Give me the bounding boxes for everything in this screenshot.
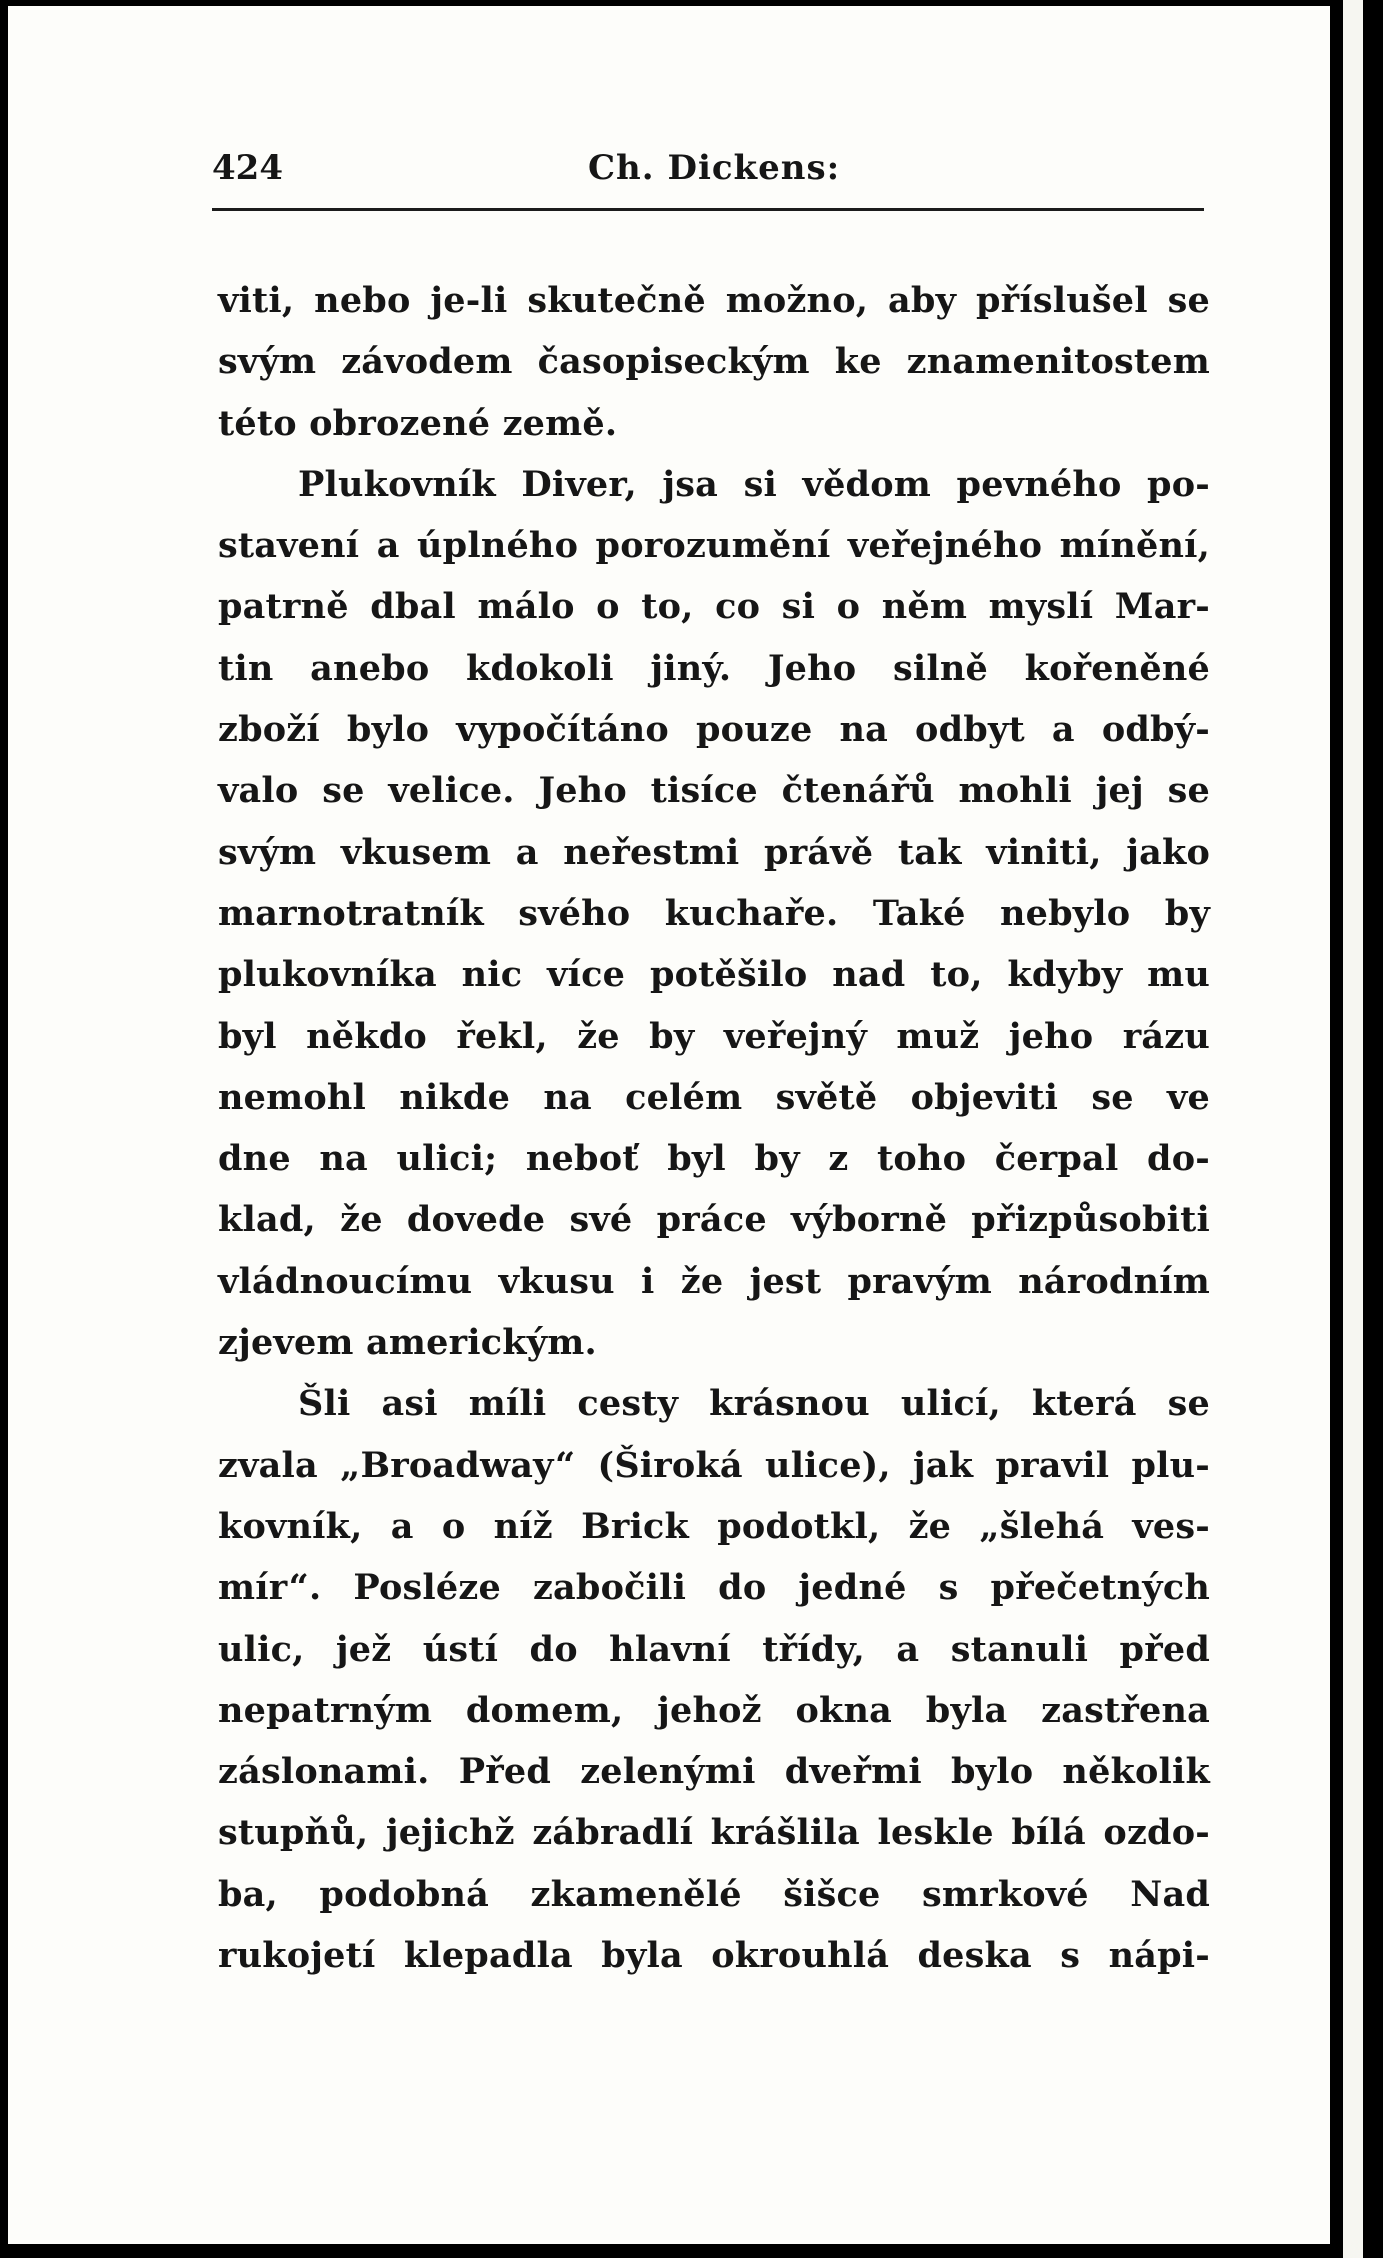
text-line: marnotratník svého kuchaře. Také nebylo by xyxy=(218,892,1210,934)
text-line: stavení a úplného porozumění veřejného mínění, xyxy=(218,525,1210,567)
text-line: tin anebo kdokoli jiný. Jeho silně kořeněné xyxy=(218,647,1210,689)
text-line: Šli asi míli cesty krásnou ulicí, která se xyxy=(298,1383,1210,1425)
text-line: zvala „Broadway“ (Široká ulice), jak pravil plu- xyxy=(218,1444,1210,1486)
text-line: dne na ulici; neboť byl by z toho čerpal do- xyxy=(218,1138,1210,1180)
text-line: vládnoucímu vkusu i že jest pravým národním xyxy=(218,1260,1210,1302)
text-line: kovník, a o níž Brick podotkl, že „šlehá ves- xyxy=(218,1505,1210,1547)
text-line: záslonami. Před zelenými dveřmi bylo několik xyxy=(218,1751,1210,1793)
text-line: stupňů, jejichž zábradlí krášlila leskle bílá ozdo- xyxy=(218,1812,1210,1854)
header-rule xyxy=(212,208,1204,211)
text-line: ulic, jež ústí do hlavní třídy, a stanuli před xyxy=(218,1628,1210,1670)
text-line: svým závodem časopiseckým ke znamenitostem xyxy=(218,341,1210,383)
page-number: 424 xyxy=(212,148,283,188)
text-line: valo se velice. Jeho tisíce čtenářů mohli jej se xyxy=(218,770,1210,812)
scan-edge-next-page xyxy=(1343,0,1363,2258)
running-head-title: Ch. Dickens: xyxy=(588,148,841,188)
text-line: viti, nebo je-li skutečně možno, aby příslušel se xyxy=(218,280,1210,321)
running-head xyxy=(212,148,1204,198)
text-line: zjevem americkým. xyxy=(218,1322,597,1364)
text-line: klad, že dovede své práce výborně přizpůsobiti xyxy=(218,1199,1210,1241)
text-line: rukojetí klepadla byla okrouhlá deska s nápi- xyxy=(218,1935,1210,1977)
text-line: patrně dbal málo o to, co si o něm myslí Mar- xyxy=(218,586,1210,628)
text-line: nemohl nikde na celém světě objeviti se ve xyxy=(218,1076,1210,1118)
text-line: zboží bylo vypočítáno pouze na odbyt a odbý- xyxy=(218,709,1210,751)
text-line: byl někdo řekl, že by veřejný muž jeho rázu xyxy=(218,1015,1210,1057)
text-line: plukovníka nic více potěšilo nad to, kdyby mu xyxy=(218,954,1210,996)
body-text xyxy=(218,270,1210,1986)
text-line: ba, podobná zkamenělé šišce smrkové Nad xyxy=(218,1873,1210,1915)
text-line: této obrozené země. xyxy=(218,402,618,444)
text-line: Plukovník Diver, jsa si vědom pevného po- xyxy=(298,463,1210,505)
text-line: svým vkusem a neřestmi právě tak viniti, jako xyxy=(218,831,1210,873)
text-line: mír“. Posléze zabočili do jedné s přečetných xyxy=(218,1567,1210,1609)
text-line: nepatrným domem, jehož okna byla zastřena xyxy=(218,1689,1210,1731)
